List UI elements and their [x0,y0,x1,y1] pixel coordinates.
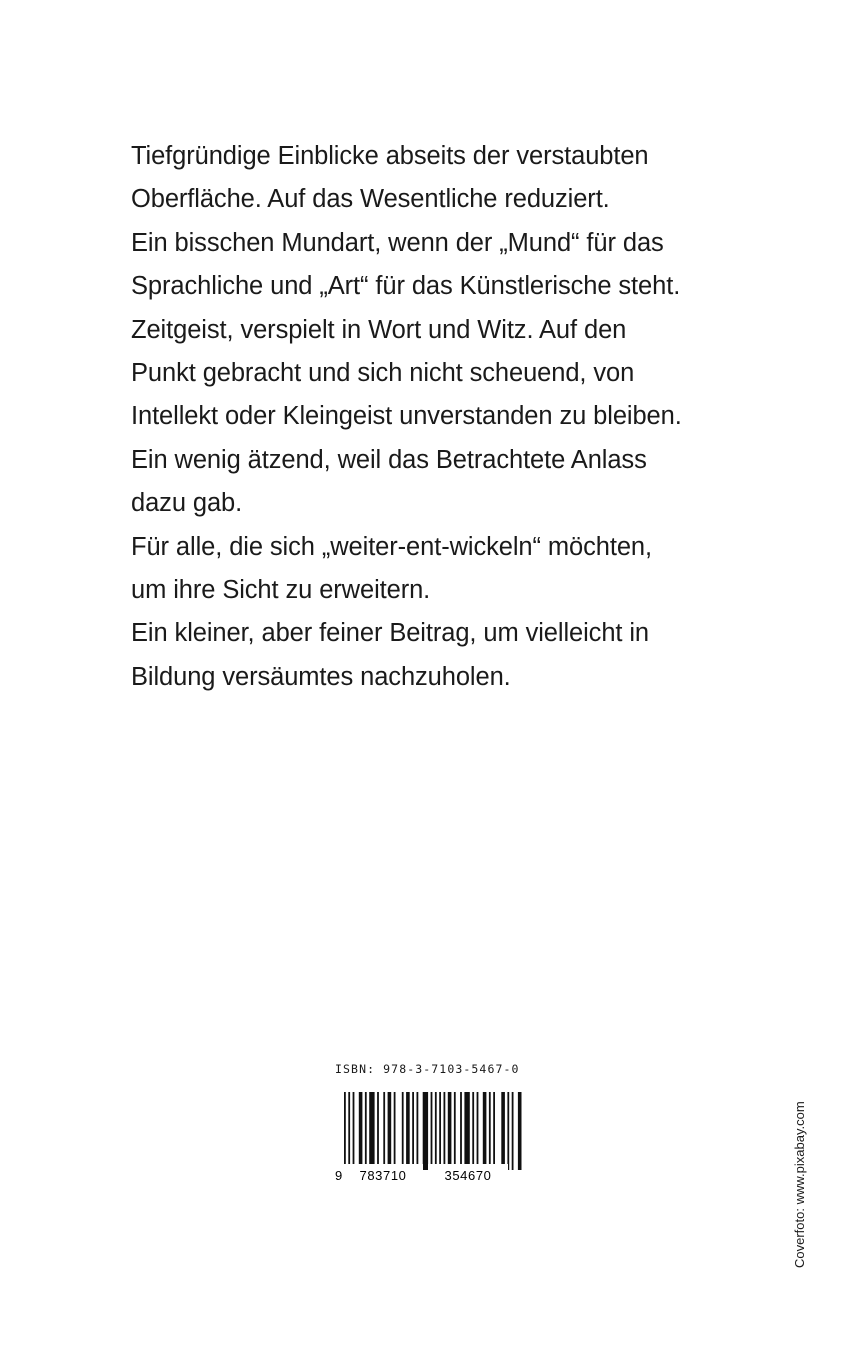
barcode-bar [353,1092,355,1170]
blurb-line: Sprachliche und „Art“ für das Künstlerische steht. [131,272,681,301]
barcode-bar [454,1092,456,1170]
barcode-bar [448,1092,452,1170]
blurb-line: Ein wenig ätzend, weil das Betrachtete Anlass [131,445,647,474]
barcode-bar [412,1092,414,1170]
blurb-line: Intellekt oder Kleingeist unverstanden zu bleiben. [131,402,682,431]
blurb-text [131,135,771,699]
barcode-bar [394,1092,396,1170]
barcode-bar [493,1092,495,1170]
barcode-bar [402,1092,404,1170]
blurb-line: Ein bisschen Mundart, wenn der „Mund“ für das [131,228,664,257]
blurb-line: Tiefgründige Einblicke abseits der verstaubten [131,142,649,170]
barcode-bar [460,1092,462,1170]
barcode-bar [472,1092,474,1170]
barcode-bar [512,1092,514,1170]
barcode-digits-right: 354670 [444,1168,492,1183]
barcode-bar [518,1092,522,1170]
barcode-bar [507,1092,509,1170]
barcode-bar [369,1092,374,1170]
blurb-line: Punkt gebracht und sich nicht scheuend, von [131,359,635,388]
blurb-line: Zeitgeist, verspielt in Wort und Witz. Auf den [131,315,627,344]
barcode-bar [417,1092,419,1170]
barcode-bar [489,1092,491,1170]
barcode-digits-left: 783710 [359,1168,407,1183]
barcode-bar [359,1092,363,1170]
blurb-line: Für alle, die sich „weiter-ent-wickeln“ möchten, [131,532,652,561]
blurb-line: Ein kleiner, aber feiner Beitrag, um vielleicht in [131,619,650,648]
cover-photo-credit: Coverfoto: www.pixabay.com [792,1101,807,1268]
barcode-lead-digit: 9 [335,1168,343,1183]
isbn-label: ISBN: 978-3-7103-5467-0 [335,1062,520,1076]
barcode-bar [406,1092,410,1170]
barcode-bar [383,1092,385,1170]
barcode-bar [423,1092,428,1170]
barcode-bar [431,1092,433,1170]
barcode-bar [483,1092,487,1170]
blurb-line: Bildung versäumtes nachzuholen. [131,662,511,691]
blurb-line: dazu gab. [131,489,243,518]
barcode-bar [477,1092,479,1170]
barcode-bar [464,1092,469,1170]
barcode-bar [377,1092,379,1170]
barcode-image [334,1084,524,1196]
barcode-bar [501,1092,505,1170]
blurb-line: um ihre Sicht zu erweitern. [131,576,431,605]
isbn-barcode-block [334,1062,534,1183]
barcode-bar [365,1092,367,1170]
blurb-line: Oberfläche. Auf das Wesentliche reduziert. [131,185,610,214]
barcode-bar [388,1092,392,1170]
barcode-bar [435,1092,437,1170]
